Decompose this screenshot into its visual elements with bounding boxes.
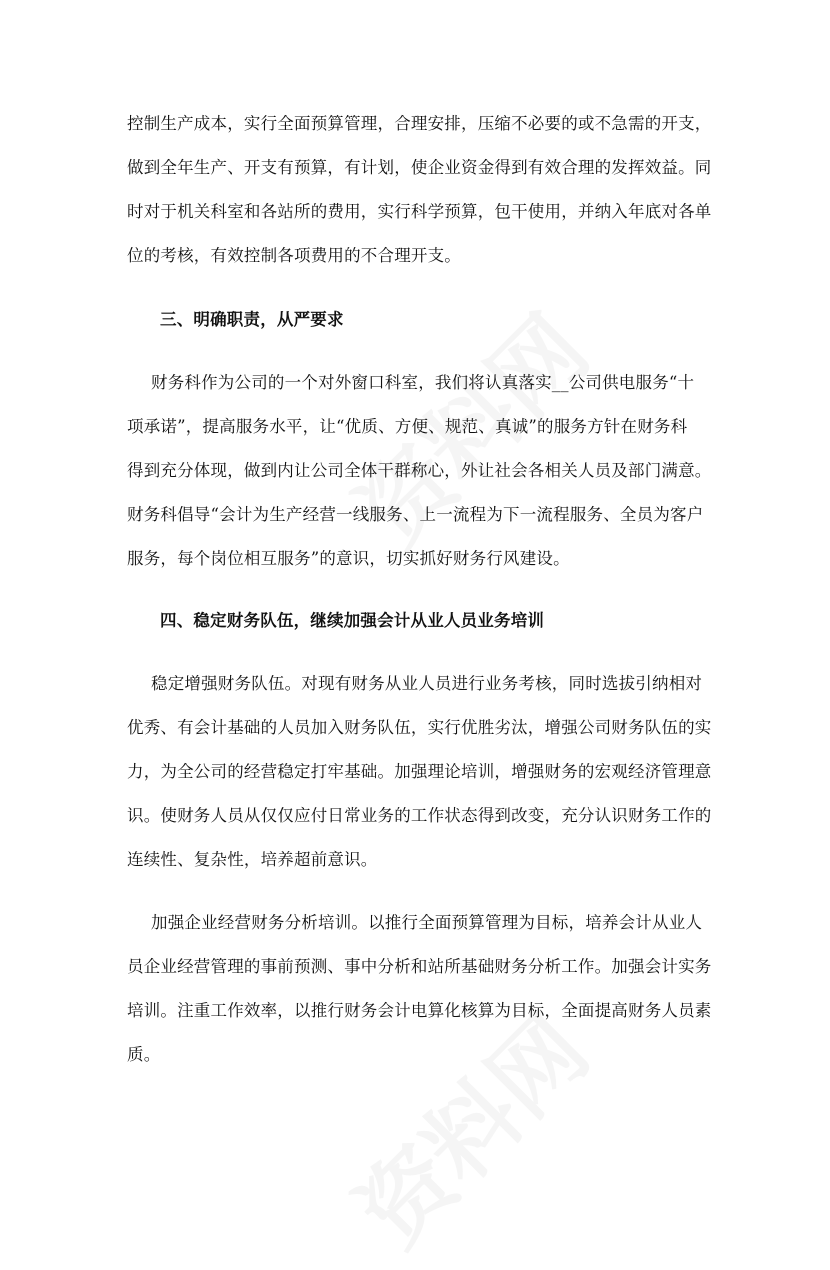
paragraph-line: 稳定增强财务队伍。对现有财务从业人员进行业务考核，同时选拔引纳相对 — [151, 674, 703, 693]
watermark-text — [324, 982, 613, 1270]
section-heading: 三、明确职责，从严要求 — [160, 310, 344, 329]
paragraph-line: 员企业经营管理的事前预测、事中分析和站所基础财务分析工作。加强会计实务 — [127, 957, 712, 976]
paragraph-line: 加强企业经营财务分析培训。以推行全面预算管理为目标，培养会计从业人 — [151, 913, 703, 932]
paragraph-line: 项承诺”，提高服务水平，让“优质、方便、规范、真诚”的服务方针在财务科 — [127, 417, 688, 436]
paragraph-line: 财务科倡导“会计为生产经营一线服务、上一流程为下一流程服务、全员为客户 — [127, 505, 704, 524]
section-heading: 四、稳定财务队伍，继续加强会计从业人员业务培训 — [160, 611, 545, 630]
paragraph-line: 识。使财务人员从仅仅应付日常业务的工作状态得到改变，充分认识财务工作的 — [127, 806, 712, 825]
paragraph-line: 质。 — [127, 1045, 161, 1064]
paragraph-line: 力，为全公司的经营稳定打牢基础。加强理论培训，增强财务的宏观经济管理意 — [127, 762, 712, 781]
paragraph-line: 位的考核，有效控制各项费用的不合理开支。 — [127, 246, 461, 265]
paragraph-line: 服务，每个岗位相互服务”的意识，切实抓好财务行风建设。 — [127, 549, 570, 568]
paragraph-line: 控制生产成本，实行全面预算管理，合理安排，压缩不必要的或不急需的开支， — [127, 114, 712, 133]
paragraph-line: 优秀、有会计基础的人员加入财务队伍，实行优胜劣汰，增强公司财务队伍的实 — [127, 718, 712, 737]
paragraph-line: 得到充分体现，做到内让公司全体干群称心，外让社会各相关人员及部门满意。 — [127, 461, 712, 480]
paragraph-line: 财务科作为公司的一个对外窗口科室，我们将认真落实__公司供电服务“十 — [151, 373, 695, 392]
paragraph-line: 培训。注重工作效率，以推行财务会计电算化核算为目标，全面提高财务人员素 — [127, 1001, 712, 1020]
paragraph-line: 时对于机关科室和各站所的费用，实行科学预算，包干使用，并纳入年底对各单 — [127, 202, 712, 221]
paragraph-line: 做到全年生产、开支有预算，有计划，使企业资金得到有效合理的发挥效益。同 — [127, 158, 712, 177]
paragraph-line: 连续性、复杂性，培养超前意识。 — [127, 850, 378, 869]
